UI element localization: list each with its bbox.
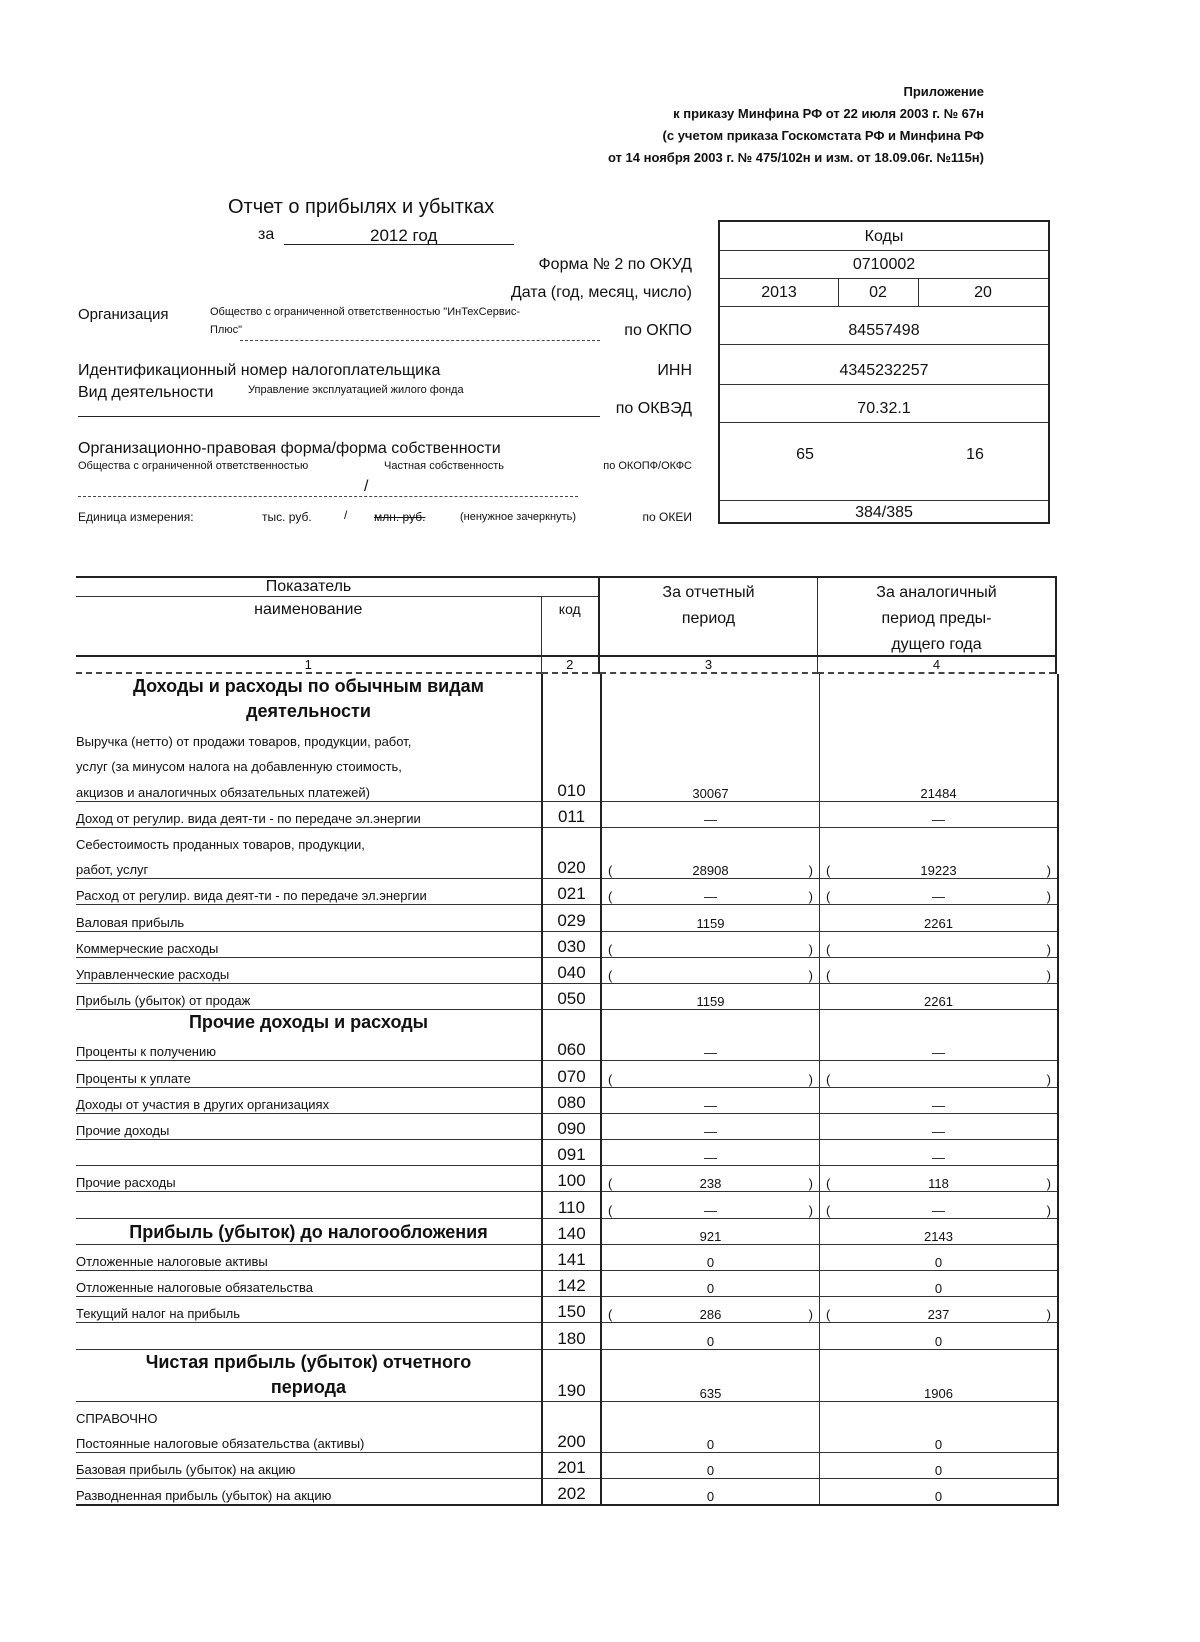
unit-note: (ненужное зачеркнуть) — [460, 511, 576, 523]
organization-label: Организация — [78, 306, 169, 323]
row-eps-prev: 0 — [820, 1452, 1059, 1478]
row-dta-code: 141 — [542, 1244, 601, 1270]
row-011-current: — — [601, 801, 820, 827]
section-ordinary-title-2: деятельности — [246, 701, 371, 721]
row-deps — [76, 1479, 1058, 1506]
income-statement-table — [76, 576, 1052, 1506]
inn-description: Идентификационный номер налогоплательщика — [78, 362, 441, 379]
row-gross-text: Валовая прибыль — [76, 905, 542, 931]
row-091-current: — — [601, 1140, 820, 1166]
row-tax-code: 150 — [542, 1297, 601, 1323]
activity-underline — [78, 416, 600, 417]
row-021-text: Расход от регулир. вида деят-ти - по передаче эл.энергии — [76, 879, 542, 905]
row-revenue-prev: 21484 — [820, 775, 1059, 801]
col-num-2: 2 — [541, 656, 599, 673]
header-prev-2: период преды- — [881, 610, 992, 627]
row-int-rec-code: 060 — [542, 1035, 601, 1061]
row-revenue — [76, 775, 1058, 801]
row-deps-prev: 0 — [820, 1479, 1059, 1506]
okpo-label: по ОКПО — [624, 322, 692, 339]
row-110-prev: — — [932, 1202, 945, 1218]
period-value: 2012 год — [370, 226, 438, 245]
activity-label: Вид деятельности — [78, 384, 214, 401]
row-091-code: 091 — [542, 1140, 601, 1166]
row-pbt — [76, 1218, 1058, 1244]
okfs-code: 16 — [966, 446, 984, 463]
inn-label: ИНН — [657, 362, 692, 379]
date-year: 2013 — [761, 284, 797, 301]
row-180-prev: 0 — [820, 1323, 1059, 1349]
row-tax: Текущий налог на прибыль 150 ( 286 ) ( 237 ) — [76, 1297, 1058, 1323]
row-dtl-current: 0 — [601, 1270, 820, 1296]
inn-code: 4345232257 — [839, 362, 929, 379]
row-other-expenses-prev: 118 — [928, 1176, 949, 1192]
row-other-expenses-code: 100 — [542, 1166, 601, 1192]
row-revenue-current: 30067 — [601, 775, 820, 801]
row-other-income-code: 090 — [542, 1113, 601, 1139]
row-revenue-code: 010 — [542, 775, 601, 801]
col-num-4: 4 — [818, 656, 1057, 673]
row-tax-text: Текущий налог на прибыль — [76, 1297, 542, 1323]
period-prefix: за — [258, 226, 275, 243]
row-sales-text: Прибыль (убыток) от продаж — [76, 983, 542, 1009]
row-sales-prev: 2261 — [820, 983, 1059, 1009]
row-eps-current: 0 — [601, 1452, 820, 1478]
row-021-prev: — — [932, 889, 945, 905]
row-sales — [76, 983, 1058, 1009]
date-month: 02 — [869, 284, 887, 301]
form-label: Форма № 2 по ОКУД — [538, 256, 692, 273]
row-deps-text: Разводненная прибыль (убыток) на акцию — [76, 1479, 542, 1506]
row-021-current: — — [704, 889, 717, 905]
okopf-label: по ОКОПФ/ОКФС — [603, 460, 692, 472]
row-pbt-prev: 2143 — [820, 1218, 1059, 1244]
row-110: 110 ( — ) ( — ) — [76, 1192, 1058, 1218]
row-180 — [76, 1323, 1058, 1349]
codes-box — [718, 220, 1050, 524]
row-cost-prev: 19223 — [920, 863, 957, 879]
row-management-code: 040 — [542, 957, 601, 983]
row-gross — [76, 905, 1058, 931]
row-eps — [76, 1452, 1058, 1478]
row-cost-current: 28908 — [692, 863, 729, 879]
organization-name-2: Плюс" — [210, 324, 242, 336]
row-net — [76, 1349, 1058, 1401]
okopf-code: 65 — [796, 446, 814, 463]
date-label: Дата (год, месяц, число) — [510, 284, 692, 301]
header-indicator: Показатель — [76, 577, 541, 597]
row-revenue-text-2: услуг (за минусом налога на добавленную стоимость, — [76, 759, 402, 775]
row-net-prev: 1906 — [820, 1349, 1059, 1401]
row-011-text: Доход от регулир. вида деят-ти - по передаче эл.энергии — [76, 801, 542, 827]
row-011 — [76, 801, 1058, 827]
row-management-text: Управленческие расходы — [76, 957, 542, 983]
ownership-value: Частная собственность — [384, 460, 505, 472]
row-sales-current: 1159 — [601, 983, 820, 1009]
row-commercial-code: 030 — [542, 931, 601, 957]
unit-label: Единица измерения: — [78, 510, 194, 524]
row-participation-text: Доходы от участия в других организациях — [76, 1087, 542, 1113]
organization-name-1: Общество с ограниченной ответственностью "ИнТехСервис- — [210, 306, 521, 318]
row-perm-current: 0 — [601, 1427, 820, 1453]
slash-separator: / — [364, 478, 369, 495]
row-091 — [76, 1140, 1058, 1166]
row-net-code: 190 — [542, 1349, 601, 1401]
row-deps-code: 202 — [542, 1479, 601, 1506]
header-current-2: период — [681, 610, 736, 627]
header-prev-1: За аналогичный — [876, 584, 997, 601]
row-tax-prev: 237 — [927, 1307, 950, 1323]
activity-value: Управление эксплуатацией жилого фонда — [248, 384, 464, 396]
row-110-code: 110 — [542, 1192, 601, 1218]
okei-label: по ОКЕИ — [642, 510, 692, 524]
row-eps-text: Базовая прибыль (убыток) на акцию — [76, 1452, 542, 1478]
row-pbt-text: Прибыль (убыток) до налогообложения — [76, 1218, 542, 1244]
row-participation-prev: — — [820, 1087, 1059, 1113]
row-other-expenses-current: 238 — [699, 1176, 722, 1192]
row-180-current: 0 — [601, 1323, 820, 1349]
reference-label: СПРАВОЧНО — [76, 1410, 158, 1426]
row-other-income — [76, 1113, 1058, 1139]
appendix-line-2: к приказу Минфина РФ от 22 июля 2003 г. № 67н — [673, 106, 984, 121]
row-other-expenses: Прочие расходы 100 ( 238 ) ( 118 ) — [76, 1166, 1058, 1192]
row-091-prev: — — [820, 1140, 1059, 1166]
row-other-income-current: — — [601, 1113, 820, 1139]
row-int-rec-prev: — — [820, 1035, 1059, 1061]
row-180-code: 180 — [542, 1323, 601, 1349]
date-day: 20 — [974, 284, 992, 301]
row-int-pay-code: 070 — [542, 1061, 601, 1087]
row-tax-current: 286 — [699, 1307, 722, 1323]
row-int-pay-text: Проценты к уплате — [76, 1061, 542, 1087]
okpo-code: 84557498 — [848, 322, 920, 339]
row-021-code: 021 — [542, 879, 601, 905]
row-deps-current: 0 — [601, 1479, 820, 1506]
row-perm-text: Постоянные налоговые обязательства (активы) — [76, 1427, 542, 1453]
report-title: Отчет о прибылях и убытках — [228, 196, 495, 218]
row-revenue-text-1: Выручка (нетто) от продажи товаров, продукции, работ, — [76, 734, 412, 750]
row-net-current: 635 — [601, 1349, 820, 1401]
col-num-3: 3 — [599, 656, 818, 673]
section-ordinary-title-1: Доходы и расходы по обычным видам — [133, 676, 484, 696]
row-commercial: Коммерческие расходы 030 ( ) ( ) — [76, 931, 1058, 957]
codes-header: Коды — [864, 228, 904, 245]
organization-underline — [240, 340, 600, 341]
row-dtl-text: Отложенные налоговые обязательства — [76, 1270, 542, 1296]
appendix-line-4: от 14 ноября 2003 г. № 475/102н и изм. от 18.09.06г. №115н) — [607, 150, 984, 165]
appendix-line-1: Приложение — [903, 84, 984, 99]
row-dtl-prev: 0 — [820, 1270, 1059, 1296]
legal-form-value: Общества с ограниченной ответственностью — [78, 460, 309, 472]
row-110-current: — — [704, 1202, 717, 1218]
legal-form-underline — [78, 496, 578, 497]
row-other-expenses-text: Прочие расходы — [76, 1166, 542, 1192]
row-dtl — [76, 1270, 1058, 1296]
unit-million: млн. руб. — [374, 510, 426, 524]
row-dtl-code: 142 — [542, 1270, 601, 1296]
row-dta-text: Отложенные налоговые активы — [76, 1244, 542, 1270]
okved-label: по ОКВЭД — [615, 400, 692, 417]
row-cost-code: 020 — [542, 853, 601, 879]
row-other-income-text: Прочие доходы — [76, 1113, 542, 1139]
legal-form-label: Организационно-правовая форма/форма собственности — [78, 440, 501, 457]
row-perm — [76, 1427, 1058, 1453]
row-revenue-text-3: акцизов и аналогичных обязательных платежей) — [76, 775, 542, 801]
row-dta-current: 0 — [601, 1244, 820, 1270]
header-current-1: За отчетный — [662, 584, 755, 601]
unit-thousand: тыс. руб. — [262, 510, 312, 524]
row-participation — [76, 1087, 1058, 1113]
row-other-income-prev: — — [820, 1113, 1059, 1139]
okved-code: 70.32.1 — [857, 400, 911, 417]
row-eps-code: 201 — [542, 1452, 601, 1478]
okei-code: 384/385 — [855, 504, 913, 521]
row-021: Расход от регулир. вида деят-ти - по передаче эл.энергии 021 ( — ) ( — ) — [76, 879, 1058, 905]
row-gross-current: 1159 — [601, 905, 820, 931]
row-perm-code: 200 — [542, 1427, 601, 1453]
unit-slash: / — [344, 508, 348, 522]
row-int-rec-text: Проценты к получению — [76, 1035, 542, 1061]
row-gross-code: 029 — [542, 905, 601, 931]
row-pbt-code: 140 — [542, 1218, 601, 1244]
section-other-title: Прочие доходы и расходы — [188, 1011, 429, 1032]
header-prev-3: дущего года — [891, 636, 982, 653]
row-011-code: 011 — [542, 801, 601, 827]
header-code: код — [541, 597, 599, 620]
row-participation-code: 080 — [542, 1087, 601, 1113]
row-int-pay: Проценты к уплате 070 ( ) ( ) — [76, 1061, 1058, 1087]
row-pbt-current: 921 — [601, 1218, 820, 1244]
row-011-prev: — — [820, 801, 1059, 827]
row-sales-code: 050 — [542, 983, 601, 1009]
row-gross-prev: 2261 — [820, 905, 1059, 931]
row-dta-prev: 0 — [820, 1244, 1059, 1270]
row-cost-text-2: работ, услуг — [76, 853, 542, 879]
row-commercial-text: Коммерческие расходы — [76, 931, 542, 957]
row-management: Управленческие расходы 040 ( ) ( ) — [76, 957, 1058, 983]
row-cost: работ, услуг 020 ( 28908 ) ( 19223 ) — [76, 853, 1058, 879]
appendix-line-3: (с учетом приказа Госкомстата РФ и Минфина РФ — [662, 128, 984, 143]
row-int-rec — [76, 1035, 1058, 1061]
row-dta — [76, 1244, 1058, 1270]
header-name: наименование — [76, 597, 541, 620]
okud-code: 0710002 — [852, 256, 916, 273]
row-net-text-1: Чистая прибыль (убыток) отчетного — [145, 1351, 472, 1372]
row-int-rec-current: — — [601, 1035, 820, 1061]
col-num-1: 1 — [76, 656, 541, 673]
row-net-text-2: периода — [270, 1376, 347, 1397]
row-participation-current: — — [601, 1087, 820, 1113]
row-cost-text-1: Себестоимость проданных товаров, продукции, — [76, 836, 365, 852]
row-perm-prev: 0 — [820, 1427, 1059, 1453]
